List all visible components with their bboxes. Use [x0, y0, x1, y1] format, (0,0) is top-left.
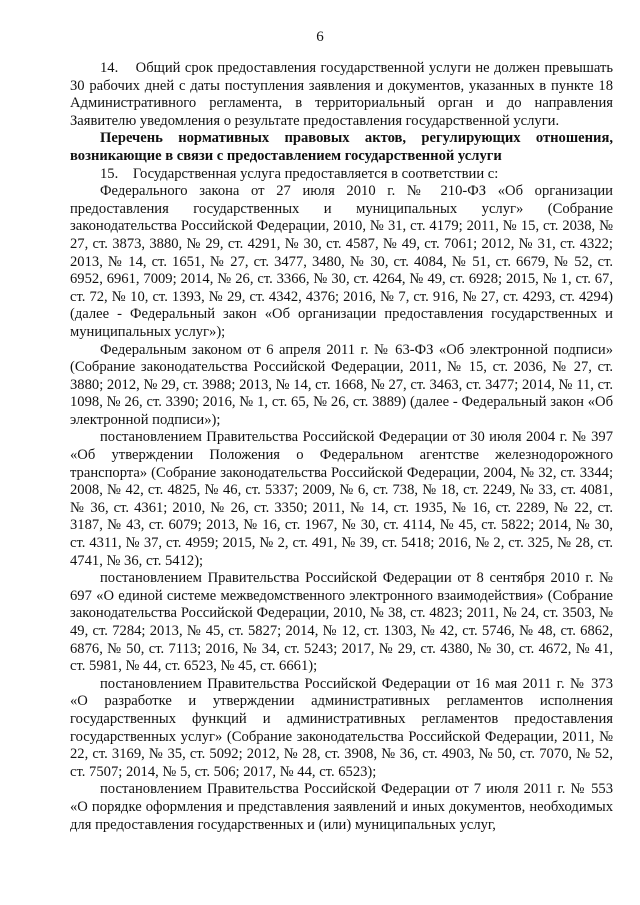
- document-body: [70, 60, 613, 834]
- paragraph-decree-373: постановлением Правительства Российской Федерации от 16 мая 2011 г. № 373 «О разработке и утверждении административных регламентов исполнения государственных функций и административных регламентов предоставления государственных услуг» (Собрание законодательства Российской Федерации, 2011, № 22, ст. 3169, № 35, ст. 5092; 2012, № 28, ст. 3908, № 36, ст. 4903, № 50, ст. 7070, № 52, ст. 7507; 2014, № 5, ст. 506; 2017, № 44, ст. 6523);: [70, 675, 613, 780]
- page-number: 6: [316, 29, 324, 45]
- paragraph-15-legal-basis: 15. Государственная услуга предоставляется в соответствии с:: [100, 165, 499, 182]
- paragraph-federal-law-210: Федерального закона от 27 июля 2010 г. № 210-ФЗ «Об организации предоставления государственных и муниципальных услуг» (Собрание законодательства Российской Федерации, 2010, № 31, ст. 4179; 2011, № 15, ст. 2038, № 27, ст. 3873, 3880, № 29, ст. 4291, № 30, ст. 4587, № 49, ст. 7061; 2012, № 31, ст. 4322; 2013, № 14, ст. 1651, № 27, ст. 3477, 3480, № 30, ст. 4084, № 51, ст. 6679, № 52, ст. 6952, 6961, 7009; 2014, № 26, ст. 3366, № 30, ст. 4264, № 49, ст. 6928; 2015, № 1, ст. 67, ст. 72, № 10, ст. 1393, № 29, ст. 4342, 4376; 2016, № 7, ст. 916, № 27, ст. 4293, ст. 4294) (далее - Федеральный закон «Об организации предоставления государственных и муниципальных услуг»);: [70, 183, 613, 340]
- paragraph-federal-law-63: Федеральным законом от 6 апреля 2011 г. № 63-ФЗ «Об электронной подписи» (Собрание законодательства Российской Федерации, 2011, № 15, ст. 2036, № 27, ст. 3880; 2012, № 29, ст. 3988; 2013, № 14, ст. 1668, № 27, ст. 3463, ст. 3477; 2014, № 11, ст. 1098, № 26, ст. 3390; 2016, № 1, ст. 65, № 26, ст. 3889) (далее - Федеральный закон «Об электронной подписи»);: [70, 341, 613, 428]
- paragraph-decree-553: постановлением Правительства Российской Федерации от 7 июля 2011 г. № 553 «О порядке оформления и представления заявлений и иных документов, необходимых для предоставления государственных и (или) муниципальных услуг,: [70, 781, 613, 833]
- paragraph-14-service-duration: 14. Общий срок предоставления государственной услуги не должен превышать 30 рабочих дней с даты поступления заявления и документов, указанных в пункте 18 Административного регламента, в территориальный орган и до направления Заявителю уведомления о результате предоставления государственной услуги.: [70, 60, 613, 129]
- section-heading-legal-acts: Перечень нормативных правовых актов, регулирующих отношения, возникающие в связи с предоставлением государственной услуги: [70, 130, 613, 164]
- paragraph-decree-397: постановлением Правительства Российской Федерации от 30 июля 2004 г. № 397 «Об утверждении Положения о Федеральном агентстве железнодорожного транспорта» (Собрание законодательства Российской Федерации, 2004, № 32, ст. 3344; 2008, № 42, ст. 4825, № 46, ст. 5337; 2009, № 6, ст. 738, № 18, ст. 2249, № 33, ст. 4081, № 36, ст. 4361; 2010, № 26, ст. 3350; 2011, № 14, ст. 1935, № 16, ст. 2289, № 22, ст. 3187, № 43, ст. 6079; 2013, № 16, ст. 1967, № 30, ст. 4114, № 45, ст. 5822; 2014, № 30, ст. 4311, № 37, ст. 4959; 2015, № 2, ст. 491, № 39, ст. 5418; 2016, № 2, ст. 325, № 28, ст. 4741, № 36, ст. 5412);: [70, 429, 613, 569]
- paragraph-decree-697: постановлением Правительства Российской Федерации от 8 сентября 2010 г. № 697 «О единой системе межведомственного электронного взаимодействия» (Собрание законодательства Российской Федерации, 2010, № 38, ст. 4823; 2011, № 24, ст. 3503, № 49, ст. 7284; 2013, № 45, ст. 5827; 2014, № 12, ст. 1303, № 42, ст. 5746, № 48, ст. 6862, 6876, № 50, ст. 7113; 2016, № 34, ст. 5243; 2017, № 29, ст. 4380, № 30, ст. 4672, № 41, ст. 5981, № 44, ст. 6523, № 45, ст. 6661);: [70, 570, 613, 675]
